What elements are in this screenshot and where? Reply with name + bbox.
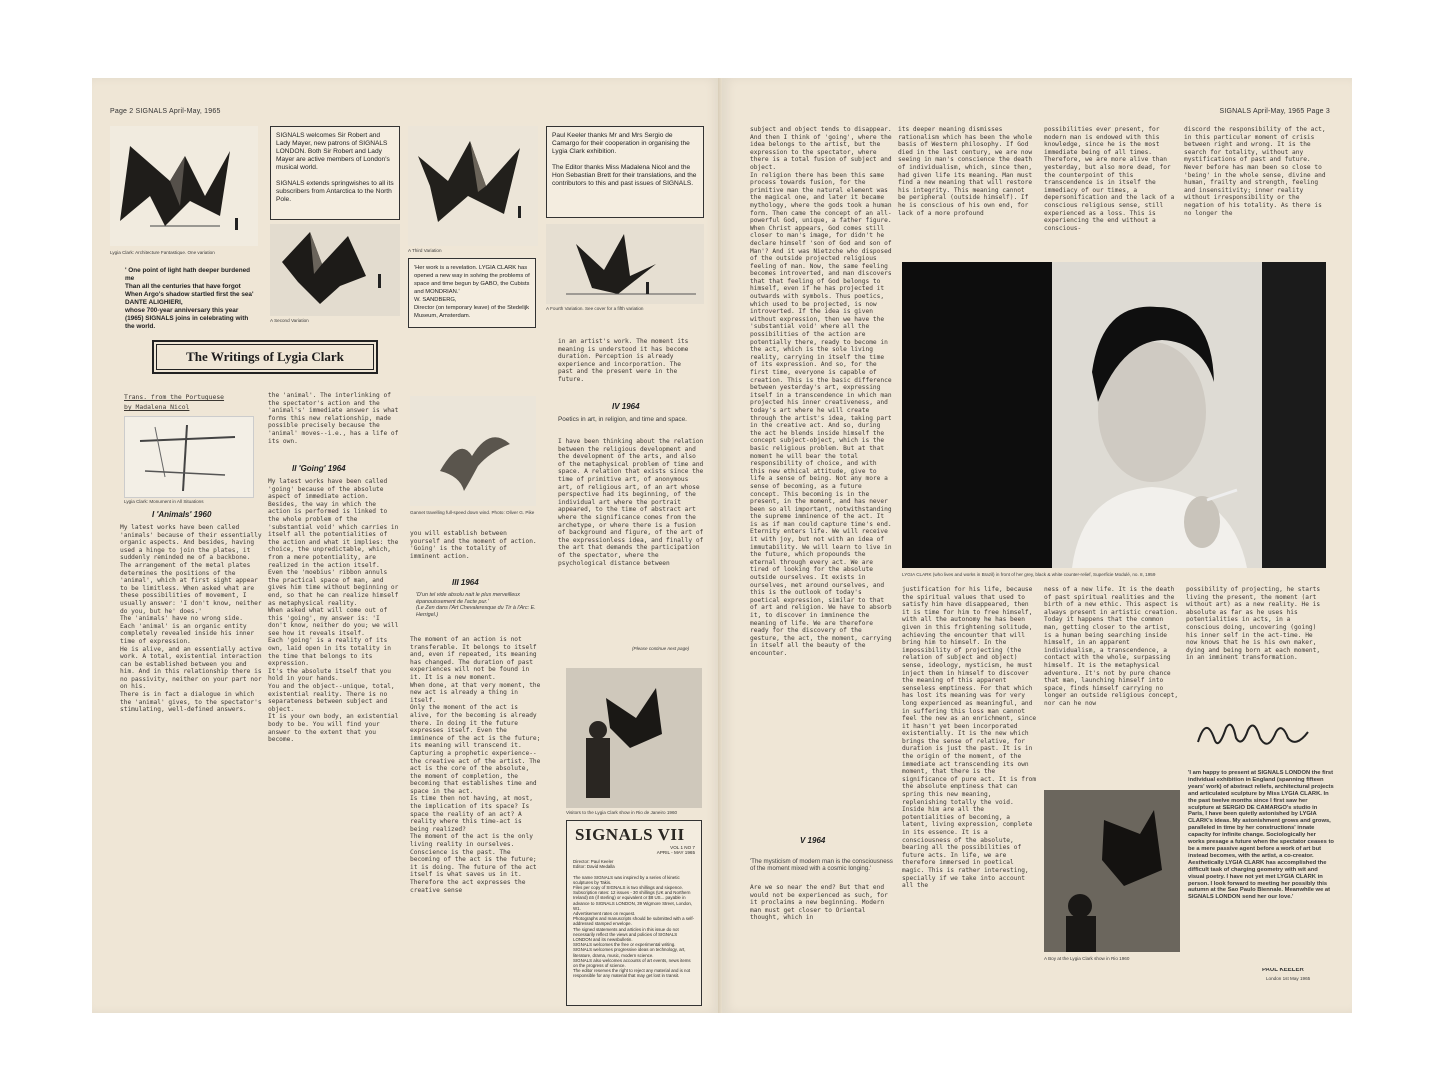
signals-masthead: SIGNALS VII [575,825,685,844]
portrait-caption: LYGIA CLARK (who lives and works in Brazil) in front of her grey, black & white counter-relief, Superficie Modulé, no. 8, 1959 [902,572,1156,577]
keeler-thanks [546,126,704,218]
gannet-photo [410,396,536,506]
column-d-bottom: possibility of projecting, he starts living the present, the moment (art without art) as a new reality. He is absolute as far as he uses his potentialities in acts, in a conscious doing, uncovering (going) his inner self in the act-time. He now knows that he is his own maker, dying and being born at each moment, in an imminent transformation. [1186,586,1321,662]
sculpture-caption-2: A Second Variation [270,318,309,323]
column-a-full: subject and object tends to disappear. And then I think of 'going', where the idea belongs to the artist, but the expression to the spectator, where there is a total fusion of subject and object. In religion there has been this same process towards fusion, for the primitive man the natural element was the magical one, and later it became mythology, where the gods took a human form. Then came the concept of an all-powerful God, unique, a father figure. When Christ appears, God comes still closer to man's image, for didn't he declare himself 'son of God and son of Man'? And it was Nietzche who disposed of the outside projected religious feeling of man. Now, the same feeling becomes introverted, and man discovers that that feeling of God belongs to himself, even if he has projected it outwards with symbols. Thus poetics, which used to be projected, is now introverted. If the idea is given without expression, then we have the 'substantial void' where all the possibilities of the action are potentially there, ready to become in the act, which is the sole living reality, carrying in itself the time of its expression. And so, for the first time, everyone is capable of creation. This is the basic difference between yesterday's art, expressing itself in a transcendence in which man projected his inner creativeness, and today's art where he will create through the artist's idea, taking part in the creative act. And so, during the act he blends inside himself the concept subject-object, which is the basic religious problem. But at that moment he will bear the total responsibility of choice, and with this new ethical attitude, give to life a sense of being. Not any more a sense of becoming, as a future concept. This becoming is in the present, in the moment, and has never been so all important, notwithstanding the supreme imminence of the act. It is as if man could capture time's end. Eternity enters life. We will receive it with joy, but not with an idea of immutability. We will learn to live in the future, which propounds the eternal through every act. We are tired of looking for the absolute outside ourselves. It exists in ourselves, met around ourselves, and this is the outlook of today's poetical expression, similar to that of art and religion. We have to absorb it, to discover in imminence the meaning of life. We are therefore ready for the discovery of the gesture, the act, the moment, carrying in itself all the beauty of the encounter. [750,126,892,657]
heading-v: V 1964 [800,836,826,845]
boy-caption: A Boy at the Lygia Clark show in Rio 1960 [1044,956,1130,961]
boy-photo [1044,790,1180,952]
sculpture-photo-3 [408,126,538,246]
mayer-notice [270,126,400,220]
translation-credit: Trans. from the Portuguese by Madalena Nicol [124,393,225,411]
left-page-header: Page 2 SIGNALS April-May, 1965 [110,108,221,115]
right-page [722,78,1352,1013]
mayer-notice-text: SIGNALS welcomes Sir Robert and Lady Mayer, new patrons of SIGNALS LONDON. Both Sir Robert and Lady Mayer are active members of London's musical world. SIGNALS extends springwishes to all its subscribers from Antarctica to the North Pole. [276,132,394,203]
left-page [92,78,720,1013]
column-b-top: its deeper meaning dismisses rationalism which has been the whole basis of Western philosophy. If God died in the last century, we are now seeing in man's conscience the death of individualism, which, since then, had given life its meaning. Man must find a new meaning that will restore his integrity. This meaning cannot be peripheral (outside himself). If he is conscious of his own end, for lack of a more profound [898,126,1033,217]
column-4-intro: in an artist's work. The moment its meaning is understood it has become duration. Perception is already experience and incorporation. The past and the present were in the future. [558,338,689,383]
sculpture-photo-1 [110,126,258,246]
column-c-bottom: ness of a new life. It is the death of past spiritual realities and the birth of a new ethic. This aspect is always present in artistic creation. Today it happens that the common man, getting closer to the artist, is a human being searching inside himself, in an apparent individualism, a transcendence, a contact with the whole, surpassing himself. It is the metaphysical adventure. It's not by pure chance that man, launching himself into space, finds himself carrying no longer an outside religious concept, nor can he now [1044,586,1179,707]
column-3-text: The moment of an action is not transferable. It belongs to itself and, even if repeated, its meaning has changed. The duration of past experiences will not be found in it. It is a new moment. When done, at that very moment, the new act is already a thing in itself. Only the moment of the act is alive, for the becoming is already there. In doing it the future expresses itself. Even the imminence of the act is the future; its meaning will transcend it. Capturing a prophetic experience--the creative act of the artist. The act is the core of the absolute, the moment of completion, the becoming that establishes time and space in the act. Is time then not having, at most, the implication of its space? Is space the reality of an act? A reality where this time-act is being realized? The moment of the act is the only living reality in ourselves. Conscience is the past. The becoming of the act is the future; it is doing. The future of the act itself is what saves us in it. Therefore the act expresses the creative sense [410,636,541,894]
sculpture-caption-4: A Fourth Variation. See cover for a fifth variation [546,306,644,311]
keeler-statement: 'I am happy to present at SIGNALS LONDON the first individual exhibition in England (spanning fifteen years' work) of abstract reliefs, architectural projects and articulated sculpture by Miss LYGIA CLARK. In the past twelve months since I first saw her sculpture at SERGIO DE CAMARGO's studio in Paris, I have been quietly astonished by LYGIA CLARK's ideas. My astonishment grows and grows, paralleled in time by her constructions' innate capacity for infinite change. Sociologically her works presage a future when the spectator ceases to be a mere passive agent before a work of art but instead becomes, with the artist, a co-creator. Aesthetically LYGIA CLARK has accomplished the difficult task of charging geometry with wit and visual poetry. I have not yet met LYGIA CLARK in person. I look forward to meeting her possibly this autumn at the Sao Paulo Biennale. Meanwhile we at SIGNALS LONDON send her our love.' [1188,770,1334,901]
article-title-frame [152,340,378,374]
column-a-bottom: Are we so near the end? But that end would not be experienced as such, for it proclaims a new beginning. Modern man must get closer to Oriental thought, which in [750,884,888,922]
sculpture-caption-3: A Third Variation [408,248,442,253]
column-2-text: My latest works have been called 'going' because of the absolute aspect of immediate action. Besides, the way in which the action is performed is linked to the whole problem of the 'substantial void' which carries in itself all the potentialities of the action and what it implies: the choice, the unpredictable, which, from a mere potentiality, are realized in the action itself. Even the 'moebius' ribbon annuls the practical space of man, and gives him time without beginning or end, so that he can realize himself as metaphysical reality. When asked what will come out of this 'going', my answer is: 'I don't know, neither do you; we will see how it reveals itself. Each 'going' is a reality of its own, laid open in its totality in the time that belongs to its expression. It's the absolute itself that you hold in your hands. You and the object--unique, total, existential reality. There is no separateness between subject and object. It is your own body, an existential body to be. You will find your answer to the extent that you become. [268,478,399,744]
dante-quote-text: ' One point of light hath deeper burdened me Than all the centuries that have forgot When Argo's shadow startled first the sea' DANTE ALIGHIERI, whose 700-year anniversary this year (1965) SIGNALS joins in celebrating with the world. [125,267,254,330]
column-b-bottom: justification for his life, because the spiritual values that used to satisfy him have disappeared, then it is time for him to free himself, with all the autonomy he has been given in this frightening solitude, achieving the encounter that will bring him to himself. In the impossibility of projecting (the relation of subject and object) sense, ideology, mysticism, he must inject them in himself to discover the meaning of this apparent senseless emptiness. For that which has lost its meaning was for very long experienced as meaningful, and in suffering this loss man cannot feel the new as an enrichment, since it hasn't yet been incorporated existentially. It is the new which brings the sense of relative, for duration is just the past. It is in the origin of the moment, of the immediate act transcending its own moment, that there is the significance of pure act. It is from the absolute emptiness that can spring this new meaning, replenishing totally the void. Inside him are all the potentialities of becoming, a latent, living expression, complete in its essence. It is a consciousness of the absolute, bearing all the possibilities of future acts. In life, we are therefore immersed in poetical magic. This is rather interesting, specially if we take into account all the [902,586,1037,890]
gannet-caption: Gannet travelling full-speed down wind. Photo: Oliver G. Pike [410,510,535,515]
visitors-caption: Visitors to the Lygia Clark show in Rio de Janeiro 1960 [566,810,678,815]
sculpture-photo-4 [546,224,704,304]
keeler-thanks-text: Paul Keeler thanks Mr and Mrs Sergio de Camargo for their cooperation in organising the Lygia Clark exhibition. The Editor thanks Miss Madalena Nicol and the Hon Sebastian Brett for their translations, and the contributors to this and past issues of SIGNALS. [552,132,697,187]
heading-animals: I 'Animals' 1960 [152,510,212,519]
monument-caption: Lygia Clark: Monument in All Situations [124,499,204,504]
continued-note: (Please continue next page) [632,646,690,651]
portrait-photo [902,262,1326,568]
keeler-signature: PAUL KEELER [1262,968,1304,973]
heading-iv: IV 1964 [612,402,640,411]
monument-photo [124,416,254,498]
sculpture-photo-2 [270,224,400,316]
heading-going: II 'Going' 1964 [292,464,346,473]
keeler-date: London 1st May 1965 [1266,976,1311,981]
french-quote: 'D'un tel vide absolu nait le plus merveilleux épanouissement de l'acte pur.' (Le Zen dans l'Art Chevaleresque du Tir à l'Arc: E. Herrigel.) [416,592,536,618]
iv-subtitle: Poetics in art, in religion, and time and space. [558,416,687,423]
issue-volume: VOL 1 NO 7 APRIL - MAY 1965 [656,845,695,856]
v-quote: 'The mysticism of modern man is the consciousness of the moment mixed with a cosmic longing.' [750,858,893,873]
visitors-photo [566,668,702,808]
article-title: The Writings of Lygia Clark [186,349,344,364]
signals-masthead-box [566,820,702,1006]
sandberg-quote-text: 'Her work is a revelation. LYGIA CLARK has opened a new way in solving the problems of space and time begun by GABO, the Cubists and MONDRIAN.' W. SANDBERG, Director (on temporary leave) of the Stedelijk Museum, Amsterdam. [414,265,530,319]
heading-iii: III 1964 [452,578,479,587]
column-3-intro: you will establish between yourself and the moment of action. 'Going' is the totality of imminent action. [410,530,537,560]
column-4-text: I have been thinking about the relation between the religious development and the development of the arts, and also of the metaphysical problem of time and space. A relation that exists since the time of primitive art, of anonymous art, of religious art, of an art whose perspective had its beginning, of the individual art where the portrait appeared, to the time of abstract art where the significance comes from the archetype, or where there is a fusion of background and figure, of the art of the expressionless idea, and finally of the art that demands the participation of the spectator, where the psychological distance between [558,438,704,567]
column-2-intro: the 'animal'. The interlinking of the spectator's action and the 'animal's' immediate answer is what forms this new relationship, made possible precisely because the 'animal' moves--i.e., has a life of its own. [268,392,399,445]
signature-image [1188,708,1318,758]
sandberg-quote [408,258,536,328]
column-c-top: possibilities ever present, for modern man is endowed with this knowledge, since he is the most immediate being of all times. Therefore, we are more alive than yesterday, but also more dead, for the counterpoint of this transcendence is in itself the immediacy of our times, a depersonification and the lack of a conscious religious sense, still experienced as a loss. This is experiencing the end without a conscious- [1044,126,1175,232]
column-d-top: discord the responsibility of the act, in this particular moment of crisis between right and wrong. It is the search for totality, without any mystifications of past and future. Never before has man been so close to 'being' in the whole sense, divine and human, frailty and strength, feeling and insensitivity; inner reality without irresponsibility or the negation of his totality. As there is no longer the [1184,126,1326,217]
sculpture-caption-1: Lygia Clark: Architecture Fantastique. One variation [110,250,215,255]
right-page-header: SIGNALS April-May, 1965 Page 3 [1219,108,1330,115]
masthead-details: Director: Paul Keeler Editor: David Medalla The name SIGNALS was inspired by a series of kinetic sculptures by Takis. Files per copy of SIGNALS is two shillings and sixpence. Subscription rates: 12 issues - 30 shillings (UK and Northern Ireland) £6 (if sterling) or equivalent or $8 US... payable in advance to SIGNALS LONDON, 39 Wigmore Street, London, W1. Advertisement rates on request. Photographs and manuscripts should be submitted with a self-addressed stamped envelope. The signed statements and articles in this issue do not necessarily reflect the views and policies of SIGNALS LONDON and its newsbulletin. SIGNALS welcomes the free or experimental writing. SIGNALS welcomes progressive ideas on technology, art, literature, drama, music, modern science. SIGNALS also welcomes accounts of art events, news items on the progress of science. The editor reserves the right to reject any material and is not responsible for any material that may get lost in transit. [573,859,695,979]
column-1-text: My latest works have been called 'animals' because of their essentially organic aspects. And besides, having used a hinge to join the plates, it suddenly reminded me of a backbone. The arrangement of the metal plates determines the positions of the 'animal', which at first sight appear to be limitless. When asked what are these possibilities of movement, I usually answer: 'I don't know, neither do you, but he' does.' The 'animals' have no wrong side. Each 'animal' is an organic entity completely revealed inside his inner time of expression. He is alive, and an essentially active work. A total, existential interaction can be established between you and him. And in this relationship there is no passivity, neither on your part nor on his. There is in fact a dialogue in which the 'animal' gives, to the spectator's stimulating, well-defined answers. [120,524,262,714]
